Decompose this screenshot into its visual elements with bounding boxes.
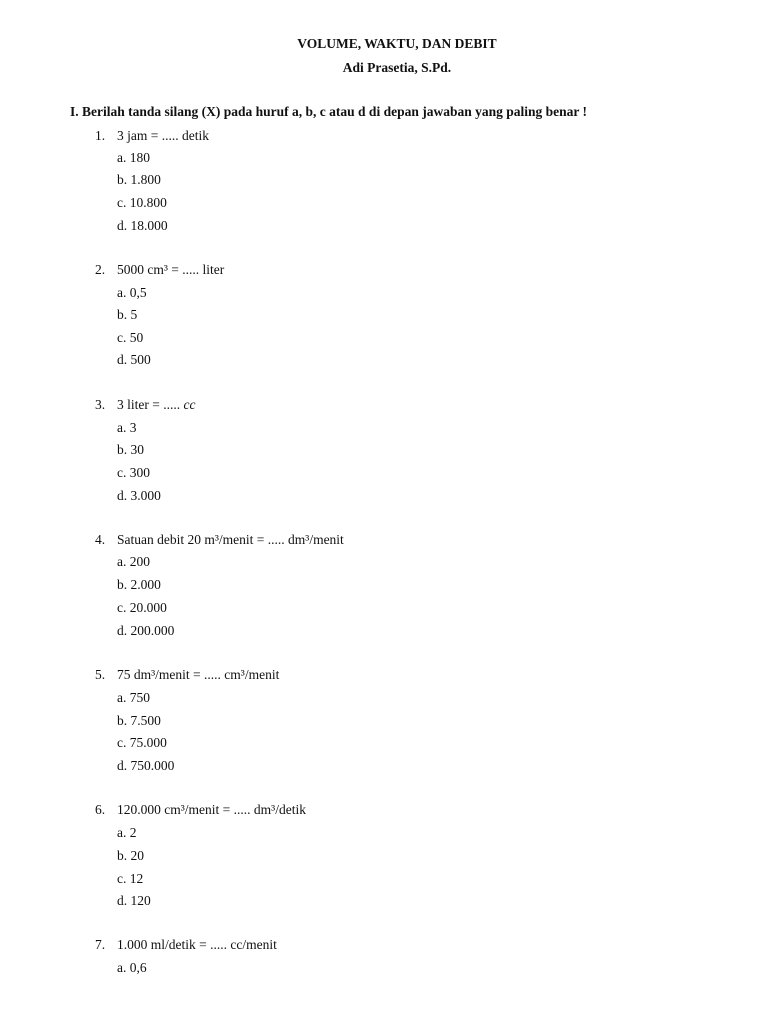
- section-instruction: I. Berilah tanda silang (X) pada huruf a, b, c atau d di depan jawaban yang paling benar !: [70, 104, 587, 119]
- option-d[interactable]: d. 120: [117, 893, 151, 908]
- question-number: 3.: [95, 397, 106, 412]
- option-a[interactable]: a. 180: [117, 150, 150, 165]
- option-c[interactable]: c. 50: [117, 330, 144, 345]
- question-text: 120.000 cm³/menit = ..... dm³/detik: [117, 802, 306, 817]
- question-number: 5.: [95, 667, 106, 682]
- document-title: VOLUME, WAKTU, DAN DEBIT: [297, 36, 497, 51]
- option-a[interactable]: a. 0,5: [117, 285, 147, 300]
- question-text: 75 dm³/menit = ..... cm³/menit: [117, 667, 280, 682]
- option-b[interactable]: b. 5: [117, 307, 138, 322]
- option-b[interactable]: b. 20: [117, 848, 144, 863]
- option-d[interactable]: d. 18.000: [117, 218, 168, 233]
- option-c[interactable]: c. 300: [117, 465, 150, 480]
- question-text-main: 3 liter = .....: [117, 397, 184, 412]
- option-c[interactable]: c. 75.000: [117, 735, 167, 750]
- option-b[interactable]: b. 2.000: [117, 577, 161, 592]
- question-number: 7.: [95, 937, 106, 952]
- question-number: 4.: [95, 532, 106, 547]
- question-number: 6.: [95, 802, 106, 817]
- question-text: [117, 397, 195, 413]
- question-number: 1.: [95, 128, 106, 143]
- question-text: 5000 cm³ = ..... liter: [117, 262, 225, 277]
- document-author: Adi Prasetia, S.Pd.: [342, 60, 452, 75]
- option-c[interactable]: c. 12: [117, 871, 144, 886]
- question-text: Satuan debit 20 m³/menit = ..... dm³/menit: [117, 532, 344, 547]
- option-a[interactable]: a. 750: [117, 690, 150, 705]
- option-d[interactable]: d. 750.000: [117, 758, 175, 773]
- question-number: 2.: [95, 262, 106, 277]
- question-text: 3 jam = ..... detik: [117, 128, 209, 143]
- option-d[interactable]: d. 200.000: [117, 623, 175, 638]
- question-text-unit: cc: [183, 397, 196, 412]
- option-b[interactable]: b. 1.800: [117, 172, 161, 187]
- option-a[interactable]: a. 200: [117, 554, 150, 569]
- option-d[interactable]: d. 3.000: [117, 488, 161, 503]
- option-c[interactable]: c. 20.000: [117, 600, 167, 615]
- option-b[interactable]: b. 7.500: [117, 713, 161, 728]
- option-d[interactable]: d. 500: [117, 352, 151, 367]
- option-c[interactable]: c. 10.800: [117, 195, 167, 210]
- option-a[interactable]: a. 0,6: [117, 960, 147, 975]
- option-b[interactable]: b. 30: [117, 442, 144, 457]
- question-text: 1.000 ml/detik = ..... cc/menit: [117, 937, 277, 952]
- option-a[interactable]: a. 3: [117, 420, 137, 435]
- option-a[interactable]: a. 2: [117, 825, 137, 840]
